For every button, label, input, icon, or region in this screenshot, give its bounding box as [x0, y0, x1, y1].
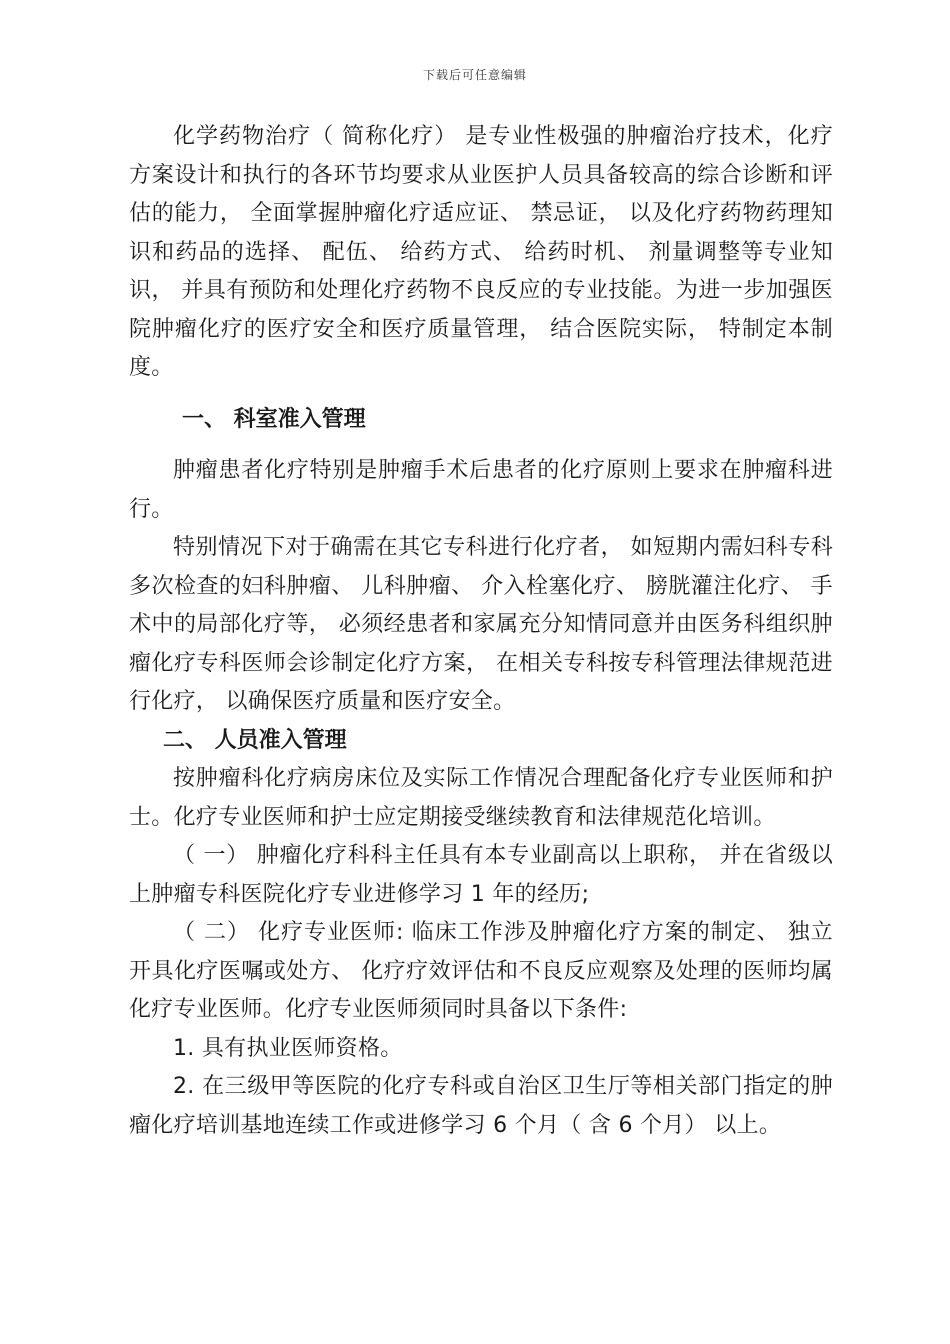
section2-item-1: （ 一） 肿瘤化疗科科主任具有本专业副高以上职称， 并在省级以上肿瘤专科医院化疗专业进修学习 1 年的经历;: [129, 843, 833, 907]
document-body: [129, 118, 833, 1145]
section1-paragraph-2: 特别情况下对于确需在其它专科进行化疗者， 如短期内需妇科专科多次检查的妇科肿瘤、 儿科肿瘤、 介入栓塞化疗、 膀胱灌注化疗、 手术中的局部化疗等， 必须经患者和家属充分知情同意并由医务科组织肿瘤化疗专科医师会诊制定化疗方案， 在相关专科按专科管理法律规范进行化疗， 以确保医疗质量和医疗安全。: [129, 535, 833, 714]
section1-paragraph-1: 肿瘤患者化疗特别是肿瘤手术后患者的化疗原则上要求在肿瘤科进行。: [129, 458, 833, 522]
intro-paragraph: 化学药物治疗（ 简称化疗） 是专业性极强的肿瘤治疗技术，化疗方案设计和执行的各环节均要求从业医护人员具备较高的综合诊断和评估的能力， 全面掌握肿瘤化疗适应证、 禁忌证， 以及化疗药物药理知识和药品的选择、 配伍、 给药方式、 给药时机、 剂量调整等专业知识， 并具有预防和处理化疗药物不良反应的专业技能。为进一步加强医院肿瘤化疗的医疗安全和医疗质量管理， 结合医院实际， 特制定本制度。: [129, 124, 833, 380]
section2-paragraph-1: 按肿瘤科化疗病房床位及实际工作情况合理配备化疗专业医师和护士。化疗专业医师和护士应定期接受继续教育和法律规范化培训。: [129, 766, 833, 830]
condition-2: 2. 在三级甲等医院的化疗专科或自治区卫生厅等相关部门指定的肿瘤化疗培训基地连续工作或进修学习 6 个月（ 含 6 个月） 以上。: [129, 1074, 833, 1138]
header-note: 下载后可任意编辑: [422, 68, 527, 82]
section-heading-2: 二、 人员准入管理: [163, 727, 347, 753]
section2-item-2: （ 二） 化疗专业医师: 临床工作涉及肿瘤化疗方案的制定、 独立开具化疗医嘱或处方、 化疗疗效评估和不良反应观察及处理的医师均属化疗专业医师。化疗专业医师须同时具备以下条件:: [129, 920, 833, 1022]
section-heading-1: 一、 科室准入管理: [182, 406, 366, 432]
condition-1: 1. 具有执业医师资格。: [173, 1035, 403, 1061]
